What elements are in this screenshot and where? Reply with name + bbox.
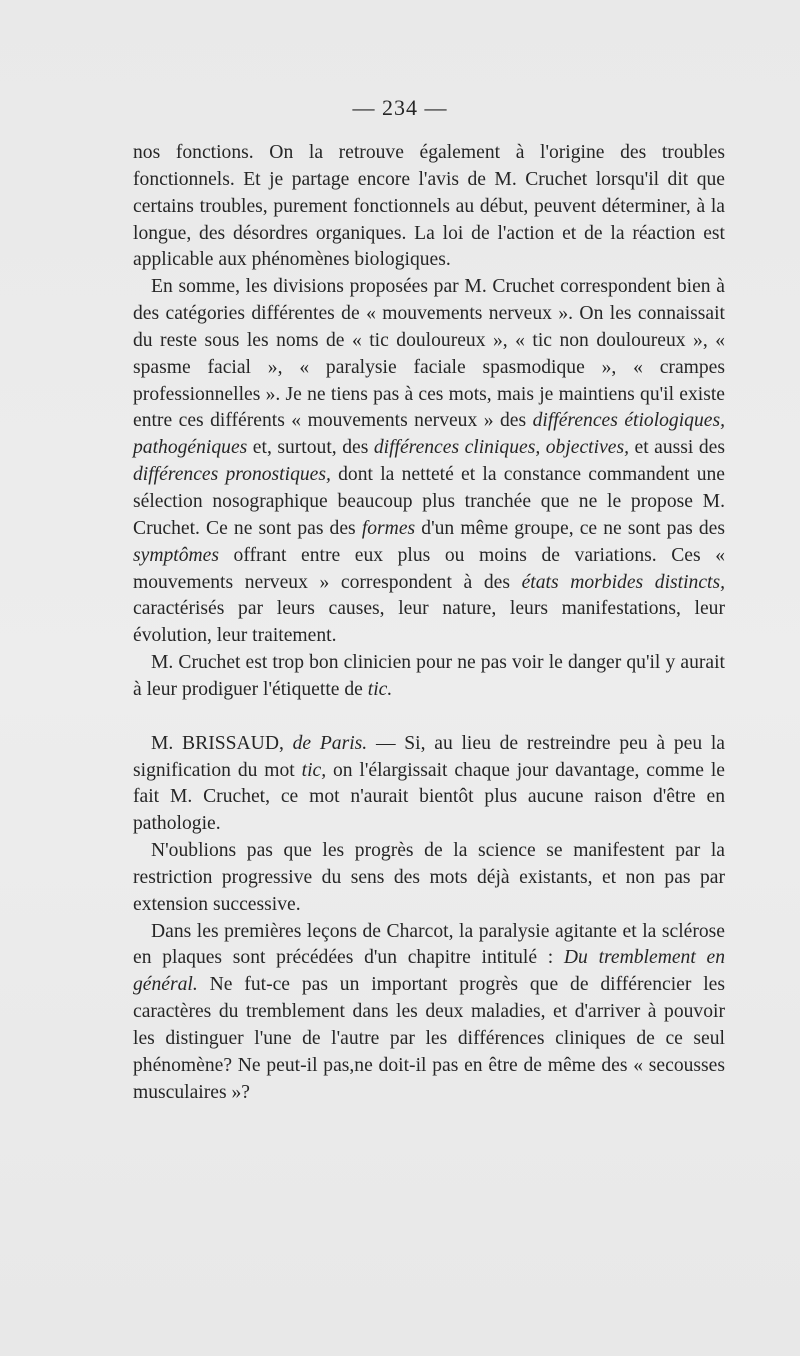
italic-text: états morbides distincts, — [521, 571, 725, 593]
italic-text: symptômes — [133, 544, 219, 566]
paragraph — [133, 650, 725, 704]
italic-text: de Paris. — [292, 732, 368, 754]
body-text — [133, 140, 725, 1107]
page-number: — 234 — — [352, 95, 448, 120]
text-run: dont la netteté et la constance commandent une sélection nosographique beaucoup plus tranchée que ne le propose M. Cruchet. Ce ne sont pas des — [133, 464, 725, 539]
text-run: — Si, au lieu de restreindre peu à peu la signification du mot — [133, 732, 725, 781]
italic-text: tic, — [301, 759, 327, 781]
text-run: nos fonctions. On la retrouve également à l'origine des troubles fonctionnels. Et je partage encore l'avis de M. Cruchet lorsqu'il dit que certains troubles, purement fonctionnels au début, peuvent déterminer, à la longue, des désordres organiques. La loi de l'action et de la réaction est applicable aux phénomènes biologiques. — [133, 142, 725, 271]
paragraph — [133, 919, 725, 1107]
italic-text: différences étiologiques, pathogéniques — [133, 410, 725, 459]
text-run: on l'élargissait chaque jour davantage, comme le fait M. Cruchet, ce mot n'aurait bientôt plus aucune raison d'être en pathologie. — [133, 759, 725, 835]
italic-text: Du tremblement en général. — [133, 947, 725, 996]
paragraph — [133, 838, 725, 919]
italic-text: différences cliniques, objectives, — [373, 437, 629, 459]
text-run: et, surtout, des — [247, 437, 374, 459]
paragraph — [133, 140, 725, 274]
italic-text: formes — [361, 517, 416, 539]
text-run: N'oublions pas que les progrès de la science se manifestent par la restriction progressive du sens des mots déjà existants, et non pas par extension successive. — [133, 840, 725, 915]
text-run: En somme, les divisions proposées par M. Cruchet correspondent bien à des catégories différentes de « mouvements nerveux ». On les connaissait du reste sous les noms de « tic douloureux », « tic non douloureux », « spasme facial », « paralysie faciale spasmodique », « crampes professionnelles ». Je ne tiens pas à ces mots, mais je maintiens qu'il existe entre ces différents « mouvements nerveux » des — [133, 276, 725, 432]
italic-text: différences pronostiques, — [133, 464, 331, 486]
text-run: Dans les premières leçons de Charcot, la paralysie agitante et la sclérose en plaques sont précédées d'un chapitre intitulé : — [133, 920, 725, 969]
text-run: et aussi des — [629, 437, 726, 459]
text-run: caractérisés par leurs causes, leur nature, leurs manifestations, leur évolution, leur traitement. — [133, 598, 725, 647]
text-run: M. BRISSAUD, — [151, 732, 293, 754]
paragraph — [133, 731, 725, 838]
text-run: offrant entre eux plus ou moins de variations. Ces « mouvements nerveux » correspondent à des — [133, 544, 725, 593]
paragraph — [133, 274, 725, 650]
text-run: M. Cruchet est trop bon clinicien pour ne pas voir le danger qu'il y aurait à leur prodiguer l'étiquette de — [133, 652, 725, 700]
text-run: Ne fut-ce pas un important progrès que de différencier les caractères du tremblement dans les deux maladies, et d'arriver à pouvoir les distinguer l'une de l'autre par les différences cliniques de ce seul phénomène? Ne peut-il pas,ne doit-il pas en être de même des « secousses musculaires »? — [133, 974, 725, 1103]
text-run: d'un même groupe, ce ne sont pas des — [415, 517, 726, 539]
italic-text: tic. — [367, 678, 393, 700]
